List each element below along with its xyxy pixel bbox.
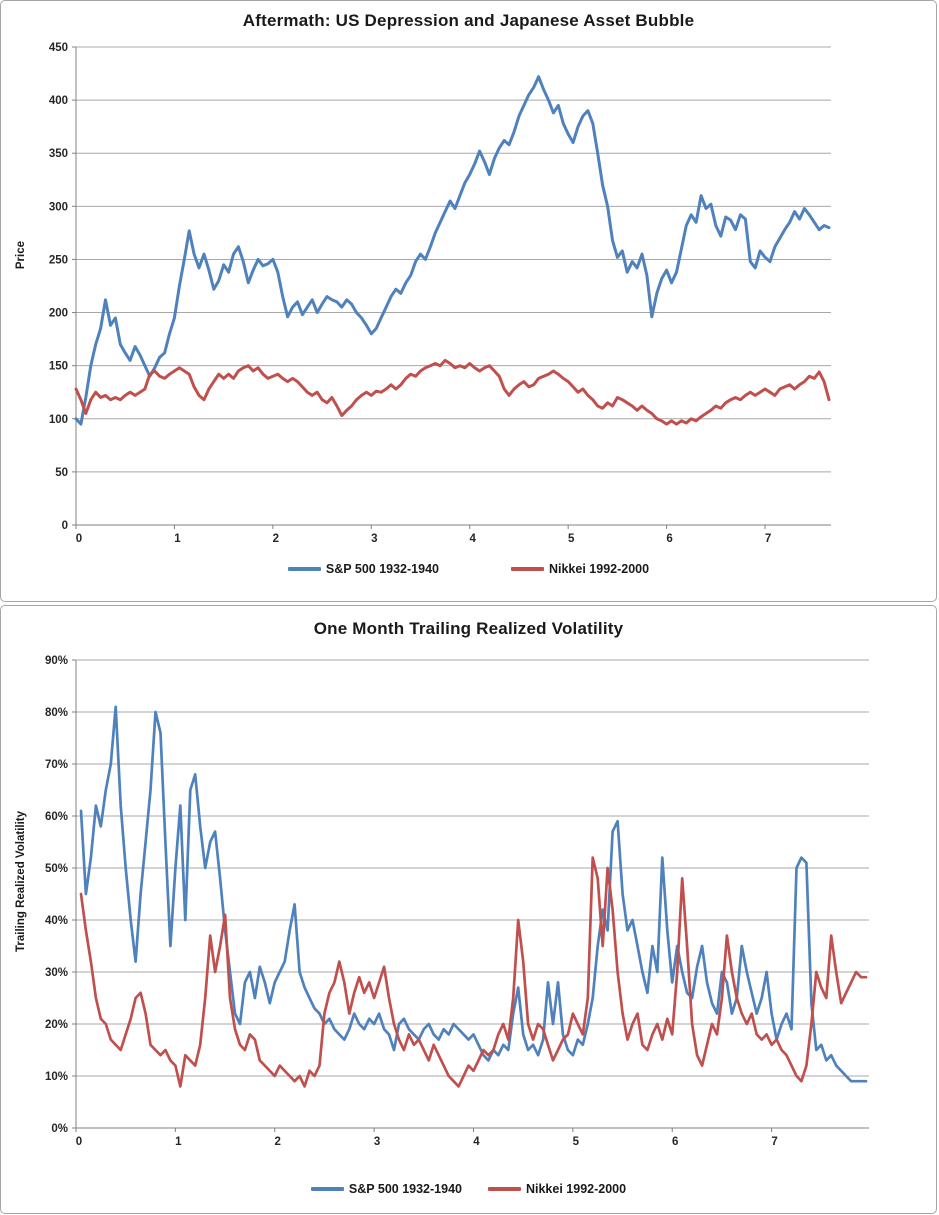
svg-text:150: 150 — [48, 360, 68, 373]
price-y-axis-label: Price — [15, 241, 27, 270]
legend-item-sp500 — [311, 1182, 462, 1196]
svg-text:350: 350 — [48, 148, 68, 161]
svg-text:20%: 20% — [44, 1019, 68, 1031]
svg-text:4: 4 — [473, 1136, 480, 1148]
price-chart-panel — [0, 0, 937, 602]
legend-item-nikkei — [511, 562, 649, 576]
volatility-chart-plot — [1, 606, 937, 1214]
svg-text:100: 100 — [48, 413, 68, 426]
nikkei-line-swatch — [511, 567, 544, 571]
svg-text:0%: 0% — [51, 1123, 68, 1135]
volatility-y-axis-label: Trailing Realized Volatility — [15, 811, 27, 953]
sp500-legend-label: S&P 500 1932-1940 — [348, 1182, 462, 1196]
legend-item-nikkei — [488, 1182, 626, 1196]
sp500-line-swatch — [288, 567, 321, 571]
volatility-chart-title: One Month Trailing Realized Volatility — [313, 619, 624, 638]
svg-text:2: 2 — [274, 1136, 281, 1148]
svg-text:50%: 50% — [44, 863, 68, 875]
svg-text:7: 7 — [771, 1136, 778, 1148]
svg-text:1: 1 — [174, 533, 181, 545]
svg-text:0: 0 — [61, 520, 68, 532]
svg-text:90%: 90% — [44, 655, 68, 667]
svg-text:70%: 70% — [44, 759, 68, 771]
svg-text:4: 4 — [469, 533, 476, 545]
svg-text:10%: 10% — [44, 1071, 68, 1083]
svg-text:6: 6 — [666, 533, 673, 545]
svg-text:80%: 80% — [44, 707, 68, 719]
nikkei-line-swatch — [488, 1187, 521, 1191]
legend-item-sp500 — [288, 562, 439, 576]
price-chart-plot — [1, 1, 937, 602]
svg-text:300: 300 — [48, 201, 68, 214]
volatility-chart-legend — [1, 1182, 936, 1196]
svg-text:7: 7 — [764, 533, 772, 545]
svg-text:0: 0 — [75, 1136, 83, 1148]
svg-text:6: 6 — [672, 1136, 679, 1148]
svg-text:450: 450 — [48, 42, 68, 54]
sp500-legend-label: S&P 500 1932-1940 — [325, 562, 439, 576]
svg-text:5: 5 — [572, 1136, 580, 1148]
svg-text:250: 250 — [48, 254, 68, 267]
price-chart-title: Aftermath: US Depression and Japanese Asset Bubble — [242, 11, 695, 30]
svg-text:1: 1 — [175, 1136, 182, 1148]
svg-text:5: 5 — [567, 533, 575, 545]
svg-text:0: 0 — [75, 533, 83, 545]
volatility-chart-panel — [0, 605, 937, 1214]
nikkei-legend-label: Nikkei 1992-2000 — [525, 1182, 627, 1196]
nikkei-legend-label: Nikkei 1992-2000 — [548, 562, 650, 576]
svg-text:200: 200 — [48, 307, 68, 320]
svg-text:400: 400 — [48, 95, 68, 108]
svg-text:40%: 40% — [44, 915, 68, 927]
svg-text:60%: 60% — [44, 811, 68, 823]
svg-text:50: 50 — [55, 466, 68, 479]
svg-text:30%: 30% — [44, 967, 68, 979]
svg-text:3: 3 — [371, 533, 378, 545]
svg-text:2: 2 — [272, 533, 280, 545]
price-chart-legend — [1, 562, 936, 576]
svg-text:3: 3 — [373, 1136, 381, 1148]
sp500-line-swatch — [311, 1187, 344, 1191]
